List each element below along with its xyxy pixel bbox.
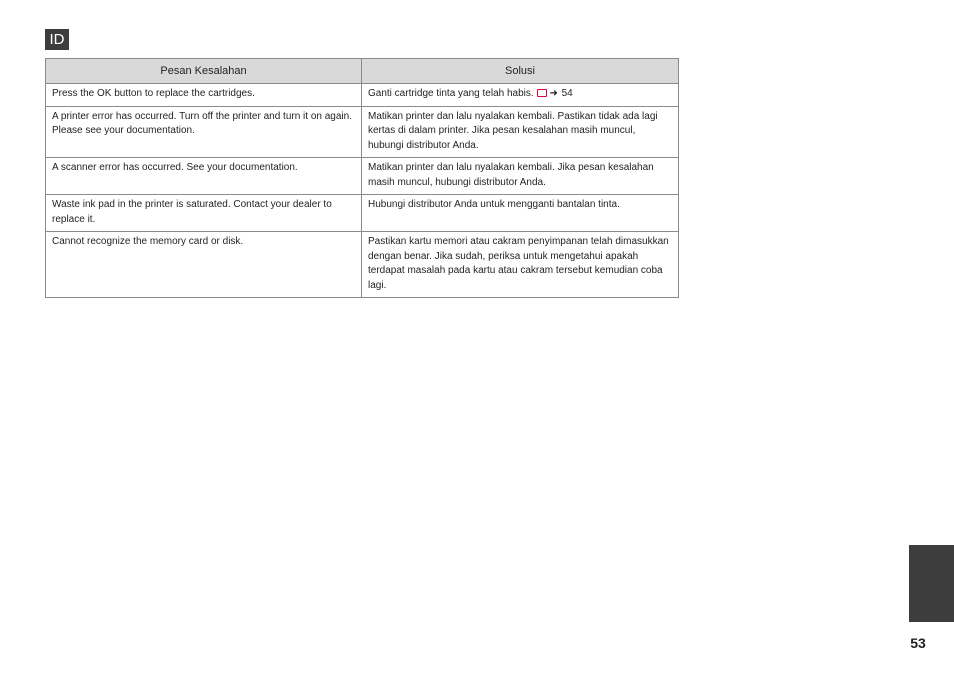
error-message-cell: Waste ink pad in the printer is saturated. Contact your dealer to replace it. <box>46 195 362 232</box>
error-message-cell: Cannot recognize the memory card or disk. <box>46 232 362 298</box>
solution-cell: Pastikan kartu memori atau cakram penyimpanan telah dimasukkan dengan benar. Jika sudah, periksa untuk mengetahui apakah terdapat masalah pada kartu atau cakram tersebut kemudian coba lagi. <box>362 232 679 298</box>
page-number: 53 <box>910 635 926 651</box>
header-solution: Solusi <box>362 59 679 84</box>
book-reference-icon <box>537 89 547 97</box>
solution-cell: Hubungi distributor Anda untuk mengganti bantalan tinta. <box>362 195 679 232</box>
table-row <box>46 195 679 232</box>
table-row <box>46 84 679 107</box>
arrow-right-icon: ➜ <box>549 88 558 99</box>
table-row <box>46 232 679 298</box>
solution-cell: Matikan printer dan lalu nyalakan kembali. Pastikan tidak ada lagi kertas di dalam printer. Jika pesan kesalahan masih muncul, hubungi distributor Anda. <box>362 106 679 158</box>
table-header-row <box>46 59 679 84</box>
error-message-cell: A scanner error has occurred. See your documentation. <box>46 158 362 195</box>
error-message-cell: A printer error has occurred. Turn off the printer and turn it on again. Please see your documentation. <box>46 106 362 158</box>
solution-cell <box>362 84 679 107</box>
header-error-message: Pesan Kesalahan <box>46 59 362 84</box>
reference-page-number: 54 <box>561 88 573 99</box>
solution-text: Ganti cartridge tinta yang telah habis. <box>368 88 534 99</box>
language-badge: ID <box>45 29 69 50</box>
solution-cell: Matikan printer dan lalu nyalakan kembali. Jika pesan kesalahan masih muncul, hubungi distributor Anda. <box>362 158 679 195</box>
table-row <box>46 158 679 195</box>
error-message-table <box>45 58 679 298</box>
error-message-cell: Press the OK button to replace the cartridges. <box>46 84 362 107</box>
table-row <box>46 106 679 158</box>
section-side-tab <box>909 545 954 622</box>
